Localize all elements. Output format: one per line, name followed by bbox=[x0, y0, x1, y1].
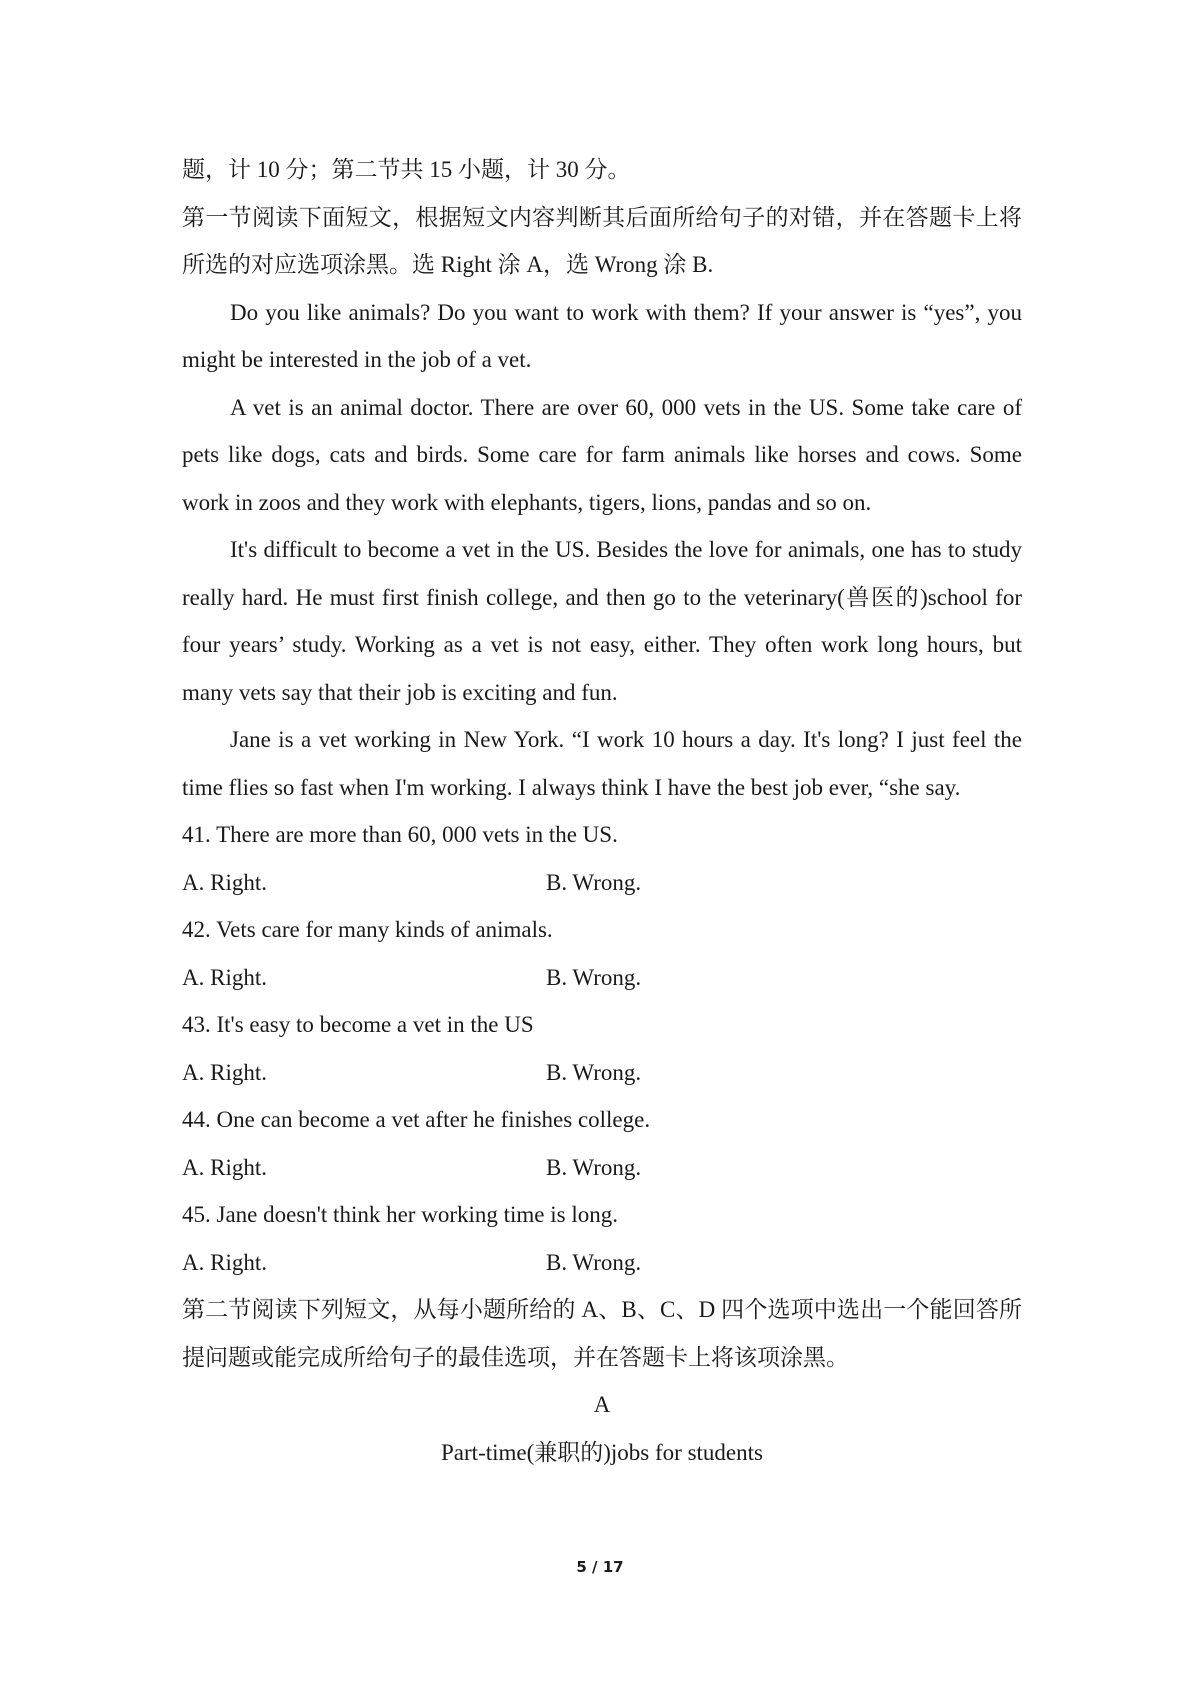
question-43-options bbox=[182, 1049, 1022, 1097]
option-b: B. Wrong. bbox=[546, 1249, 642, 1275]
option-a: A. Right. bbox=[182, 1059, 267, 1085]
question-42: 42. Vets care for many kinds of animals. bbox=[182, 917, 553, 942]
passage-title: Part-time(兼职的)jobs for students bbox=[441, 1439, 763, 1465]
option-a: A. Right. bbox=[182, 1154, 267, 1180]
option-a: A. Right. bbox=[182, 1249, 267, 1275]
question-44: 44. One can become a vet after he finishes college. bbox=[182, 1107, 651, 1132]
question-43: 43. It's easy to become a vet in the US bbox=[182, 1012, 534, 1037]
question-45: 45. Jane doesn't think her working time is long. bbox=[182, 1202, 618, 1227]
question-41-options bbox=[182, 859, 1022, 907]
question-41: 41. There are more than 60, 000 vets in the US. bbox=[182, 822, 618, 847]
option-a: A. Right. bbox=[182, 869, 267, 895]
question-42-options bbox=[182, 954, 1022, 1002]
passage-paragraph-2: A vet is an animal doctor. There are over 60, 000 vets in the US. Some take care of pets like dogs, cats and birds. Some care for farm animals like horses and cows. Some work in zoos and they work with elephants, tigers, lions, pandas and so on. bbox=[182, 394, 1022, 515]
exam-page bbox=[182, 146, 1022, 1476]
intro-line: 题，计 10 分；第二节共 15 小题，计 30 分。 bbox=[182, 157, 631, 182]
section2-instruction: 第二节阅读下列短文，从每小题所给的 A、B、C、D 四个选项中选出一个能回答所提问题或能完成所给句子的最佳选项，并在答题卡上将该项涂黑。 bbox=[182, 1297, 1022, 1370]
section1-instruction: 第一节阅读下面短文，根据短文内容判断其后面所给句子的对错，并在答题卡上将所选的对应选项涂黑。选 Right 涂 A，选 Wrong 涂 B. bbox=[182, 204, 1022, 277]
page-number: 5 / 17 bbox=[576, 1558, 624, 1576]
option-a: A. Right. bbox=[182, 964, 267, 990]
option-b: B. Wrong. bbox=[546, 1059, 642, 1085]
question-45-options bbox=[182, 1239, 1022, 1287]
passage-paragraph-3: It's difficult to become a vet in the US. Besides the love for animals, one has to study really hard. He must first finish college, and then go to the veterinary(兽医的)school for four years’ study. Working as a vet is not easy, either. They often work long hours, but many vets say that their job is exciting and fun. bbox=[182, 537, 1022, 705]
option-b: B. Wrong. bbox=[546, 964, 642, 990]
passage-label: A bbox=[593, 1392, 611, 1417]
passage-paragraph-1: Do you like animals? Do you want to work with them? If your answer is “yes”, you might be interested in the job of a vet. bbox=[182, 299, 1022, 372]
question-44-options bbox=[182, 1144, 1022, 1192]
passage-paragraph-4: Jane is a vet working in New York. “I work 10 hours a day. It's long? I just feel the time flies so fast when I'm working. I always think I have the best job ever, “she say. bbox=[182, 727, 1022, 800]
option-b: B. Wrong. bbox=[546, 1154, 642, 1180]
option-b: B. Wrong. bbox=[546, 869, 642, 895]
